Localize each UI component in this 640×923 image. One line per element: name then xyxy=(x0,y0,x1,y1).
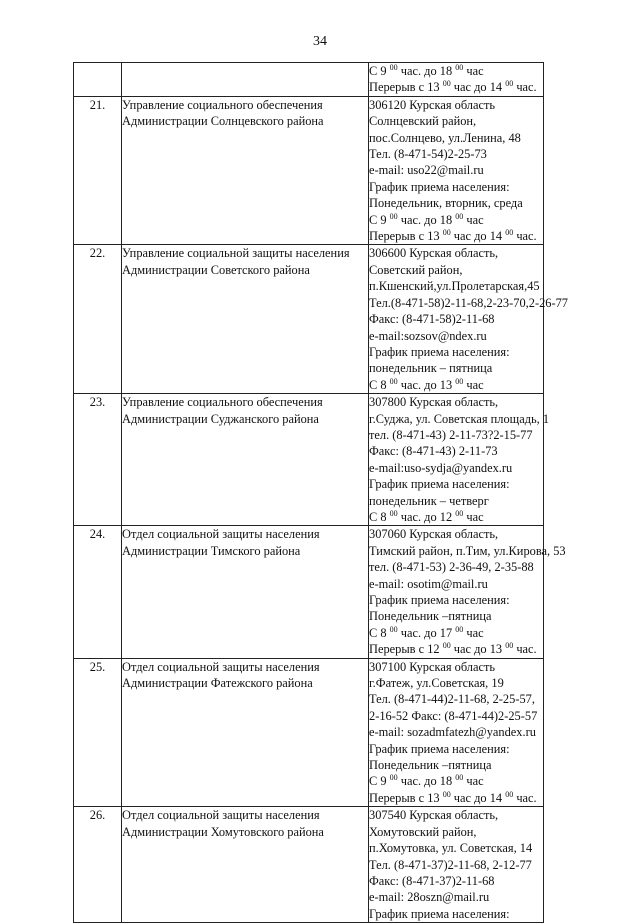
contact-line: С 9 $^{00}$ час. до 18 $^{00}$ час xyxy=(369,773,484,789)
contact-line: Советский район, xyxy=(369,262,463,277)
contact-line: e-mail: osotim@mail.ru xyxy=(369,576,488,591)
contact-line: Тел. (8-471-54)2-25-73 xyxy=(369,147,487,162)
contact-info-cell xyxy=(369,245,568,394)
contact-line: тел. (8-471-53) 2-36-49, 2-35-88 xyxy=(369,560,534,575)
contact-info-cell xyxy=(369,807,544,923)
contact-info-cell xyxy=(369,658,544,807)
contact-line: тел. (8-471-43) 2-11-73?2-15-77 xyxy=(369,427,533,442)
contact-line: 307800 Курская область, xyxy=(369,395,499,410)
contact-line: С 8 $^{00}$ час. до 17 $^{00}$ час xyxy=(369,624,484,640)
contact-line: Перерыв с 12 $^{00}$ час до 13 $^{00}$ час. xyxy=(369,641,537,657)
contact-line: 307060 Курская область, xyxy=(369,527,499,542)
row-number-cell xyxy=(74,63,122,97)
row-number-cell: 25. xyxy=(74,658,122,807)
contact-line: Понедельник, вторник, среда xyxy=(369,196,523,211)
contact-line: Факс: (8-471-58)2-11-68 xyxy=(369,312,495,327)
contact-line: понедельник – четверг xyxy=(369,493,489,508)
contact-line: e-mail:uso-sydja@yandex.ru xyxy=(369,460,513,475)
contact-line: Тимский район, п.Тим, ул.Кирова, 53 xyxy=(369,543,566,558)
contact-line: г.Суджа, ул. Советская площадь, 1 xyxy=(369,411,550,426)
contact-line: График приема населения: xyxy=(369,179,510,194)
contact-line: График приема населения: xyxy=(369,593,510,607)
contact-line: График приема населения: xyxy=(369,344,510,359)
contact-info-cell xyxy=(369,394,550,526)
row-number-cell: 22. xyxy=(74,245,122,394)
contact-line: 2-16-52 Факс: (8-471-44)2-25-57 xyxy=(369,708,538,723)
contact-info-cell xyxy=(369,526,566,658)
row-number-cell: 24. xyxy=(74,526,122,658)
organization-name-cell: Управление социальной защиты населения Администрации Советского района xyxy=(122,245,369,394)
contact-line: С 9 $^{00}$ час. до 18 $^{00}$ час xyxy=(369,63,484,78)
organization-name-cell xyxy=(122,63,369,97)
table-row xyxy=(74,96,544,245)
page-number: 34 xyxy=(313,34,327,49)
contact-line: С 8 $^{00}$ час. до 13 $^{00}$ час xyxy=(369,376,484,392)
contact-line: г.Фатеж, ул.Советская, 19 xyxy=(369,676,504,691)
contact-line: Хомутовский район, xyxy=(369,824,477,839)
contact-line: e-mail: uso22@mail.ru xyxy=(369,163,484,178)
contact-line: Понедельник –пятница xyxy=(369,758,492,773)
organization-name-cell: Отдел социальной защиты населения Администрации Хомутовского района xyxy=(122,807,369,923)
contact-line: Перерыв с 13 $^{00}$ час до 14 $^{00}$ час. xyxy=(369,79,537,95)
table-row xyxy=(74,658,544,807)
contact-info-cell xyxy=(369,96,544,245)
contact-line: 307100 Курская область xyxy=(369,659,496,674)
contact-line: С 9 $^{00}$ час. до 18 $^{00}$ час xyxy=(369,211,484,227)
contact-line: График приема населения: xyxy=(369,741,510,756)
table-row xyxy=(74,394,544,526)
social-services-table xyxy=(73,62,568,923)
table-row xyxy=(74,526,544,658)
contact-line: Понедельник –пятница xyxy=(369,609,492,624)
contact-line: 306120 Курская область xyxy=(369,97,496,112)
table-row xyxy=(74,245,544,394)
contact-line: Перерыв с 13 $^{00}$ час до 14 $^{00}$ час. xyxy=(369,789,537,805)
contact-line: Перерыв с 13 $^{00}$ час до 14 $^{00}$ час. xyxy=(369,228,537,244)
contact-line: e-mail: sozadmfatezh@yandex.ru xyxy=(369,725,536,740)
contact-line: График приема населения: xyxy=(369,906,510,921)
row-number-cell: 23. xyxy=(74,394,122,526)
organization-name-cell: Отдел социальной защиты населения Администрации Фатежского района xyxy=(122,658,369,807)
contact-line: С 8 $^{00}$ час. до 12 $^{00}$ час xyxy=(369,508,484,524)
contact-info-cell xyxy=(369,63,544,97)
contact-line: Тел. (8-471-37)2-11-68, 2-12-77 xyxy=(369,857,532,872)
table-row xyxy=(74,63,544,97)
row-number-cell: 26. xyxy=(74,807,122,923)
table-row xyxy=(74,807,544,923)
contact-line: e-mail:sozsov@ndex.ru xyxy=(369,328,487,343)
contact-line: График приема населения: xyxy=(369,477,510,492)
row-number-cell: 21. xyxy=(74,96,122,245)
contact-line: Факс: (8-471-37)2-11-68 xyxy=(369,873,495,888)
organization-name-cell: Управление социального обеспечения Администрации Суджанского района xyxy=(122,394,369,526)
contact-line: п.Хомутовка, ул. Советская, 14 xyxy=(369,841,533,856)
organization-name-cell: Управление социального обеспечения Администрации Солнцевского района xyxy=(122,96,369,245)
contact-line: 307540 Курская область, xyxy=(369,808,499,823)
contact-line: пос.Солнцево, ул.Ленина, 48 xyxy=(369,130,521,145)
organization-name-cell: Отдел социальной защиты населения Администрации Тимского района xyxy=(122,526,369,658)
contact-line: п.Кшенский,ул.Пролетарская,45 xyxy=(369,279,540,294)
contact-line: e-mail: 28oszn@mail.ru xyxy=(369,890,490,905)
contact-line: Солнцевский район, xyxy=(369,114,477,129)
contact-line: 306600 Курская область, xyxy=(369,246,499,261)
contact-line: Тел. (8-471-44)2-11-68, 2-25-57, xyxy=(369,692,535,707)
contact-line: Тел.(8-471-58)2-11-68,2-23-70,2-26-77 xyxy=(369,295,568,310)
contact-line: понедельник – пятница xyxy=(369,361,493,376)
contact-line: Факс: (8-471-43) 2-11-73 xyxy=(369,444,498,459)
